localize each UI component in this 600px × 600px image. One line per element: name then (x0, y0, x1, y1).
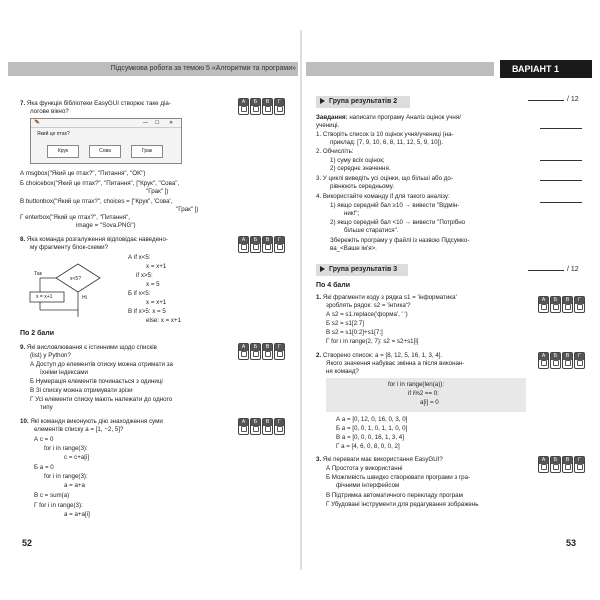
arrow-icon (320, 266, 325, 272)
answer-line-2[interactable] (540, 160, 582, 161)
answer-letter: Б (551, 297, 560, 304)
q7-option-b: Б choicebox("Який це птах?", "Питання", ["Крук", "Сова", (20, 180, 180, 187)
q10-option-a-3: c = c+a[i] (64, 454, 90, 461)
book-spine (300, 30, 302, 570)
answer-line-3[interactable] (540, 180, 582, 181)
q10-option-b: Б a = 0 (34, 464, 54, 471)
rq3-option-d: Г Убудовані інструменти для редагування зображень (326, 501, 479, 508)
rq2-text: 2. Створено список: a = [8, 12, 5, 16, 1, 3, 4]. (316, 352, 443, 359)
answer-cell[interactable] (562, 456, 573, 473)
task-text-2: учениці. (316, 122, 340, 129)
q7-option-c-2: "Грак" ]) (176, 206, 199, 213)
checkbox[interactable] (241, 106, 247, 112)
checkbox[interactable] (541, 464, 547, 470)
answer-letter: В (263, 99, 272, 106)
flow-no: Ні (82, 295, 87, 301)
answer-cell[interactable] (262, 418, 273, 435)
answer-cell[interactable] (562, 352, 573, 369)
right-header-bar (306, 62, 494, 76)
checkbox[interactable] (565, 304, 571, 310)
q7-text: 7. Яка функція бібліотеки EasyGUI створює таке діа- (20, 100, 171, 107)
answer-letter: А (539, 457, 548, 464)
answer-letter: Г (575, 297, 584, 304)
answer-cell[interactable] (238, 236, 249, 253)
q10-option-a: А c = 0 (34, 436, 54, 443)
answer-letter: А (539, 297, 548, 304)
rq1-option-d: Г for i in range(2, 7): s2 = s2+s1[i] (326, 338, 419, 345)
group-2-heading: Група результатів 2 (316, 96, 410, 108)
answer-cell[interactable] (250, 236, 261, 253)
rq3-option-b-2: фічними інтерфейсом (336, 482, 400, 489)
instr-2a: 1) суму всіх оцінок; (330, 157, 385, 164)
code-line-2: if i%2 == 0: (408, 390, 439, 397)
checkbox[interactable] (565, 360, 571, 366)
rq2-text-3: ня команд? (326, 368, 359, 375)
rq3-answer-grid[interactable] (538, 456, 585, 473)
checkbox[interactable] (553, 304, 559, 310)
instr-1: 1. Створіть список із 10 оцінок учня/учениці (на- (316, 131, 454, 138)
answer-letter: Б (551, 457, 560, 464)
rq1-answer-grid[interactable] (538, 296, 585, 313)
checkbox[interactable] (241, 426, 247, 432)
answer-letter: Г (275, 99, 284, 106)
q8-answer-grid[interactable] (238, 236, 285, 253)
answer-cell[interactable] (574, 352, 585, 369)
score-group-2: / 12 (528, 96, 579, 103)
checkbox[interactable] (277, 426, 283, 432)
code-line-1: for i in range(len(a)): (388, 381, 445, 388)
feather-icon: 🪶 (34, 120, 41, 126)
task-text: Завдання: написати програму Аналіз оцінок учня/ (316, 114, 461, 121)
answer-cell[interactable] (550, 456, 561, 473)
answer-letter: Г (275, 344, 284, 351)
answer-cell[interactable] (550, 352, 561, 369)
save-text: Збережіть програму у файлі із назвою Підсумко- (330, 237, 470, 244)
arrow-icon (320, 98, 325, 104)
checkbox[interactable] (277, 106, 283, 112)
q8-option-c-2: else: x = x+1 (146, 317, 182, 324)
q9-text: 9. Які висловлювання є істинними щодо списків (20, 344, 157, 351)
variant-label: ВАРІАНТ 1 (500, 60, 592, 78)
answer-letter: Б (251, 237, 260, 244)
rq3-option-c: В Підтримка автоматичного перекладу програм (326, 492, 463, 499)
q7-option-c: В buttonbox("Який це птах?", choices = ["Крук", 'Сова', (20, 198, 173, 205)
q9-option-c: В Зі списку можна отримувати зрізи (30, 387, 133, 394)
answer-letter: В (263, 419, 272, 426)
answer-cell[interactable] (238, 418, 249, 435)
answer-letter: В (563, 457, 572, 464)
checkbox[interactable] (553, 360, 559, 366)
q7-answer-grid[interactable] (238, 98, 285, 115)
answer-cell[interactable] (574, 456, 585, 473)
answer-letter: В (263, 344, 272, 351)
rq2-option-d: Г a = [4, 6, 0, 8, 0, 0, 2] (336, 443, 400, 450)
answer-cell[interactable] (238, 343, 249, 360)
answer-line-1[interactable] (540, 128, 582, 129)
checkbox[interactable] (253, 351, 259, 357)
q7-option-a: А msgbox("Який це птах?", "Питання", "OK") (20, 170, 146, 177)
checkbox[interactable] (241, 351, 247, 357)
rq3-option-b: Б Можливість швидко створювати програми з гра- (326, 474, 471, 481)
section-2-points: По 2 бали (20, 330, 55, 337)
dialog-button-3: Грак (131, 145, 163, 158)
rq2-option-c: В a = [0, 0, 0, 16, 1, 3, 4] (336, 434, 404, 441)
answer-cell[interactable] (250, 418, 261, 435)
score-group-3: / 12 (528, 266, 579, 273)
q7-option-d: Г enterbox("Який це птах?", "Питання", (20, 214, 130, 221)
q10-option-b-2: for i in range(3): (44, 473, 88, 480)
answer-cell[interactable] (538, 352, 549, 369)
checkbox[interactable] (253, 426, 259, 432)
rq2-option-b: Б a = [0, 0, 1, 0, 1, 1, 0, 0] (336, 425, 408, 432)
rq1-option-a: А s2 = s1.replace('форма', ' ') (326, 311, 408, 318)
answer-letter: А (239, 344, 248, 351)
answer-letter: А (239, 237, 248, 244)
flow-cond: x<5? (70, 276, 81, 282)
checkbox[interactable] (253, 106, 259, 112)
checkbox[interactable] (277, 351, 283, 357)
q8-option-a: А if x<5: (128, 254, 151, 261)
answer-letter: В (563, 353, 572, 360)
checkbox[interactable] (265, 426, 271, 432)
checkbox[interactable] (241, 244, 247, 250)
instr-1-2: приклад: [7, 9, 10, 6, 8, 11, 12, 5, 9, 10]). (330, 139, 444, 146)
q8-text-2: му фрагменту блок-схеми? (30, 244, 109, 251)
rq3-text: 3. Які переваги має використання EasyGUI? (316, 456, 443, 463)
q10-text-2: елементів списку a = [1, −2, 5]? (34, 426, 124, 433)
instr-2b: 2) середнє значення. (330, 165, 391, 172)
answer-cell[interactable] (574, 296, 585, 313)
instr-4: 4. Використайте команду if для такого аналізу: (316, 193, 450, 200)
checkbox[interactable] (553, 464, 559, 470)
q10-text: 10. Які команди виконують дію знаходження суми (20, 418, 163, 425)
checkbox[interactable] (265, 244, 271, 250)
instr-3: 3. У циклі виведіть усі оцінки, що більші або до- (316, 175, 453, 182)
q8-text: 8. Яка команда розгалуження відповідає наведено- (20, 236, 168, 243)
q8-option-b-2: x = x+1 (146, 299, 167, 306)
q10-answer-grid[interactable] (238, 418, 285, 435)
dialog-button-2: Сова (89, 145, 121, 158)
answer-cell[interactable] (562, 296, 573, 313)
checkbox[interactable] (253, 244, 259, 250)
q10-option-b-3: a = a+a (64, 482, 85, 489)
answer-cell[interactable] (550, 296, 561, 313)
q9-option-a: А Доступ до елементів списку можна отримати за (30, 361, 173, 368)
answer-cell[interactable] (238, 98, 249, 115)
answer-letter: Б (251, 419, 260, 426)
q8-option-a-2: x = x+1 (146, 263, 167, 270)
group-3-heading: Група результатів 3 (316, 264, 408, 276)
q7-option-d-2: image = "Sova.PNG") (76, 222, 136, 229)
q7-text-2: логове вікно? (30, 108, 69, 115)
instr-2: 2. Обчисліть: (316, 148, 354, 155)
answer-cell[interactable] (274, 98, 285, 115)
answer-letter: Б (251, 344, 260, 351)
q8-option-a-3: if x>5: (136, 272, 153, 279)
instr-4a: 1) якщо середній бал ≥10 → вивести "Відмін- (330, 202, 460, 209)
q10-option-c: В c = sum(a) (34, 492, 70, 499)
q9-option-d: Г Усі елементи списку мають належати до одного (30, 396, 173, 403)
answer-cell[interactable] (262, 98, 273, 115)
q9-option-a-2: їхніми індексами (40, 369, 88, 376)
checkbox[interactable] (577, 360, 583, 366)
answer-letter: А (239, 419, 248, 426)
rq1-text: 1. Які фрагменти коду з рядка s1 = 'інформатика' (316, 294, 457, 301)
checkbox[interactable] (541, 304, 547, 310)
checkbox[interactable] (577, 304, 583, 310)
rq1-option-b: Б s2 = s1[2:7] (326, 320, 364, 327)
checkbox[interactable] (577, 464, 583, 470)
answer-letter: Г (275, 419, 284, 426)
left-header-title: Підсумкова робота за темою 5 «Алгоритми та програми» (110, 65, 296, 72)
rq2-text-2: Якого значення набуває змінна a після виконан- (326, 360, 465, 367)
q9-answer-grid[interactable] (238, 343, 285, 360)
dialog-window-image (30, 118, 182, 164)
q10-option-d-2: a = a+a[i] (64, 511, 90, 518)
code-line-3: a[i] = 0 (420, 399, 439, 406)
flow-action: x = x+1 (36, 294, 53, 300)
checkbox[interactable] (265, 106, 271, 112)
q9-text-2: (list) у Python? (30, 352, 71, 359)
instr-4b-2: більше старатися". (344, 227, 399, 234)
q8-option-c: В if x>5: x = 5 (128, 308, 166, 315)
flowchart (28, 262, 128, 318)
q9-option-b: Б Нумерація елементів починається з одиниці (30, 378, 163, 385)
answer-cell[interactable] (274, 418, 285, 435)
answer-cell[interactable] (250, 343, 261, 360)
answer-cell[interactable] (538, 296, 549, 313)
checkbox[interactable] (541, 360, 547, 366)
flow-yes: Так (34, 271, 42, 277)
rq1-option-c: В s2 = s1[0:2]+s1[7:] (326, 329, 383, 336)
rq3-option-a: А Простота у використанні (326, 465, 403, 472)
q10-option-d: Г for i in range(3): (34, 502, 83, 509)
rq1-text-2: зроблять рядок: s2 = 'інтика'? (326, 302, 411, 309)
answer-cell[interactable] (274, 343, 285, 360)
page-number-left: 52 (22, 538, 33, 548)
answer-letter: А (239, 99, 248, 106)
q8-option-a-4: x = 5 (146, 281, 160, 288)
answer-cell[interactable] (274, 236, 285, 253)
answer-letter: Г (575, 457, 584, 464)
rq2-answer-grid[interactable] (538, 352, 585, 369)
checkbox[interactable] (277, 244, 283, 250)
maximize-icon: ☐ (155, 120, 160, 126)
rq2-option-a: А a = [0, 12, 0, 16, 0, 3, 0] (336, 416, 408, 423)
q10-option-a-2: for i in range(3): (44, 445, 88, 452)
answer-cell[interactable] (262, 343, 273, 360)
answer-letter: Г (275, 237, 284, 244)
answer-letter: Б (551, 353, 560, 360)
checkbox[interactable] (265, 351, 271, 357)
answer-cell[interactable] (538, 456, 549, 473)
answer-letter: Г (575, 353, 584, 360)
answer-letter: В (563, 297, 572, 304)
answer-letter: Б (251, 99, 260, 106)
save-text-2: ва_<Ваше ім'я>. (330, 245, 377, 252)
dialog-message: Який це птах? (37, 131, 70, 137)
close-icon: ✕ (169, 120, 174, 126)
instr-4a-2: ник!"; (344, 210, 360, 217)
q8-option-b: Б if x<5: (128, 290, 151, 297)
checkbox[interactable] (565, 464, 571, 470)
minimize-icon: — (143, 120, 148, 126)
page-number-right: 53 (566, 538, 577, 548)
answer-letter: В (263, 237, 272, 244)
answer-cell[interactable] (262, 236, 273, 253)
q9-option-d-2: типу (40, 404, 53, 411)
answer-cell[interactable] (250, 98, 261, 115)
section-4-points: По 4 бали (316, 282, 351, 289)
instr-3-2: рівнюють середньому. (330, 183, 394, 190)
instr-4b: 2) якщо середній бал <10 → вивести "Потрібно (330, 219, 466, 226)
answer-line-4[interactable] (540, 202, 582, 203)
answer-letter: А (539, 353, 548, 360)
q7-option-b-2: "Грак" ]) (146, 188, 169, 195)
dialog-button-1: Крук (47, 145, 79, 158)
